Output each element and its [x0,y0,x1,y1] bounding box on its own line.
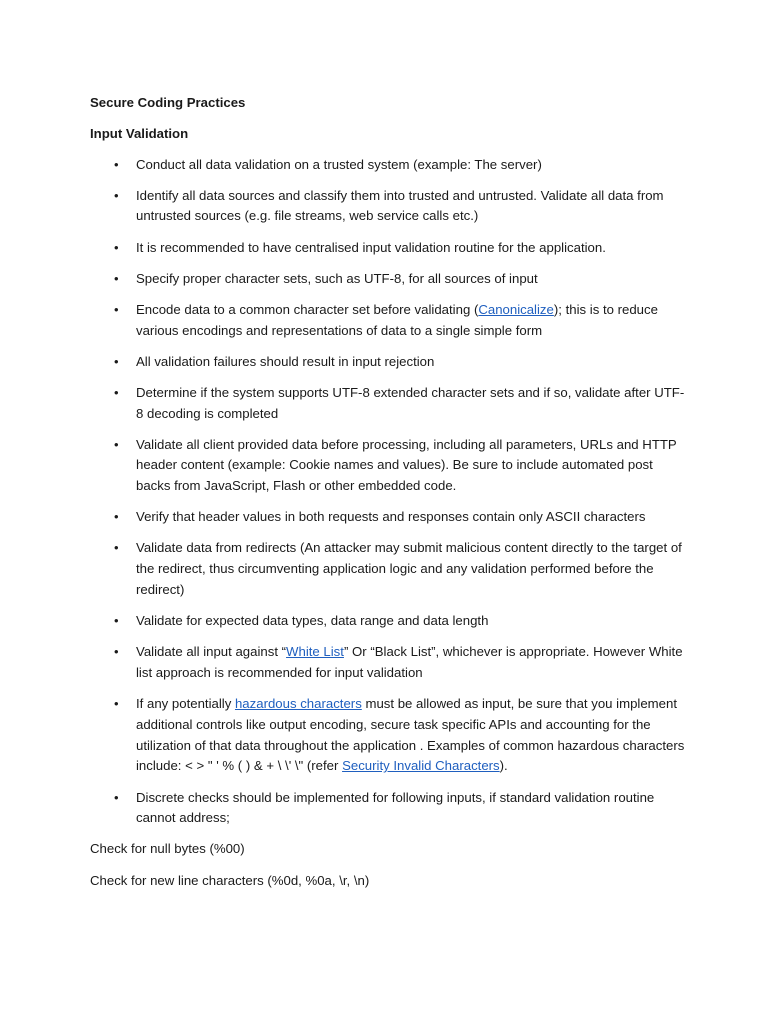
list-item [90,507,690,528]
list-item-text: Encode data to a common character set before validating ( [136,301,479,317]
list-item-text: Validate all client provided data before processing, including all parameters, URLs and HTTP header content (example: Cookie names and values). Be sure to include automated post backs from JavaScript, Flash or other embedded code. [136,436,677,494]
bullet-icon: • [114,789,119,805]
list-item [90,269,690,290]
list-item-text: ); this is to reduce various encodings and representations of data to a single simple form [136,301,658,338]
list-item-text: All validation failures should result in input rejection [136,353,435,369]
list-item [90,611,690,632]
list-item-text: Specify proper character sets, such as UTF-8, for all sources of input [136,270,538,286]
bullet-icon: • [114,696,119,712]
list-item-text: Determine if the system supports UTF-8 extended character sets and if so, validate after UTF-8 decoding is completed [136,384,685,421]
new-line-paragraph: Check for new line characters (%0d, %0a, \r, \n) [90,872,370,888]
list-item-text: Validate for expected data types, data range and data length [136,613,489,629]
list-item-text: must be allowed as input, be sure that you implement additional controls like output encoding, secure task specific APIs and accounting for the utilization of that data throughout the application . Examples of common hazardous characters include: < > " ' % ( ) & + \ \' \" (refer [136,696,685,774]
bullet-icon: • [114,613,119,629]
list-item-text: Identify all data sources and classify them into trusted and untrusted. Validate all data from untrusted sources (e.g. file streams, web service calls etc.) [136,187,664,224]
list-item-text: Discrete checks should be implemented for following inputs, if standard validation routine cannot address; [136,789,655,826]
list-item-text: It is recommended to have centralised input validation routine for the application. [136,239,606,255]
document-title: Secure Coding Practices [90,95,246,110]
null-bytes-paragraph: Check for null bytes (%00) [90,841,245,857]
list-item-text: Conduct all data validation on a trusted system (example: The server) [136,156,542,172]
hazardous-characters-link[interactable]: hazardous characters [234,696,362,712]
bullet-list [90,155,690,830]
list-item [90,186,690,228]
list-item [90,238,690,259]
bullet-icon: • [114,644,119,660]
section-heading: Input Validation [90,125,189,141]
list-item-text: ” Or “Black List”, whichever is appropriate. However White list approach is recommended for input validation [136,644,683,680]
bullet-icon: • [114,187,119,203]
list-item-text: Validate data from redirects (An attacker may submit malicious content directly to the target of the redirect, thus circumventing application logic and any validation performed before the redirect) [136,540,682,598]
list-item [90,383,690,425]
bullet-icon: • [114,301,119,317]
bullet-icon: • [114,384,119,400]
canonicalize-link[interactable]: Canonicalize [478,301,554,317]
security-invalid-characters-link[interactable]: Security Invalid Characters [342,758,500,774]
list-item [90,155,690,176]
list-item [90,435,690,497]
bullet-icon: • [114,270,119,286]
document-content [90,93,690,902]
list-item [90,538,690,600]
bullet-icon: • [114,239,119,255]
bullet-icon: • [114,540,119,556]
list-item-text: If any potentially [136,696,235,712]
bullet-icon: • [114,436,119,452]
list-item-text: Validate all input against “ [136,644,287,660]
list-item [90,788,690,830]
list-item [90,300,690,342]
bullet-icon: • [114,156,119,172]
white-list-link[interactable]: White List [286,644,344,660]
list-item [90,352,690,373]
list-item-text: Verify that header values in both requests and responses contain only ASCII characters [136,509,646,525]
list-item-text: ). [499,758,508,774]
list-item [90,642,690,684]
bullet-icon: • [114,353,119,369]
bullet-icon: • [114,509,119,525]
list-item [90,694,690,777]
